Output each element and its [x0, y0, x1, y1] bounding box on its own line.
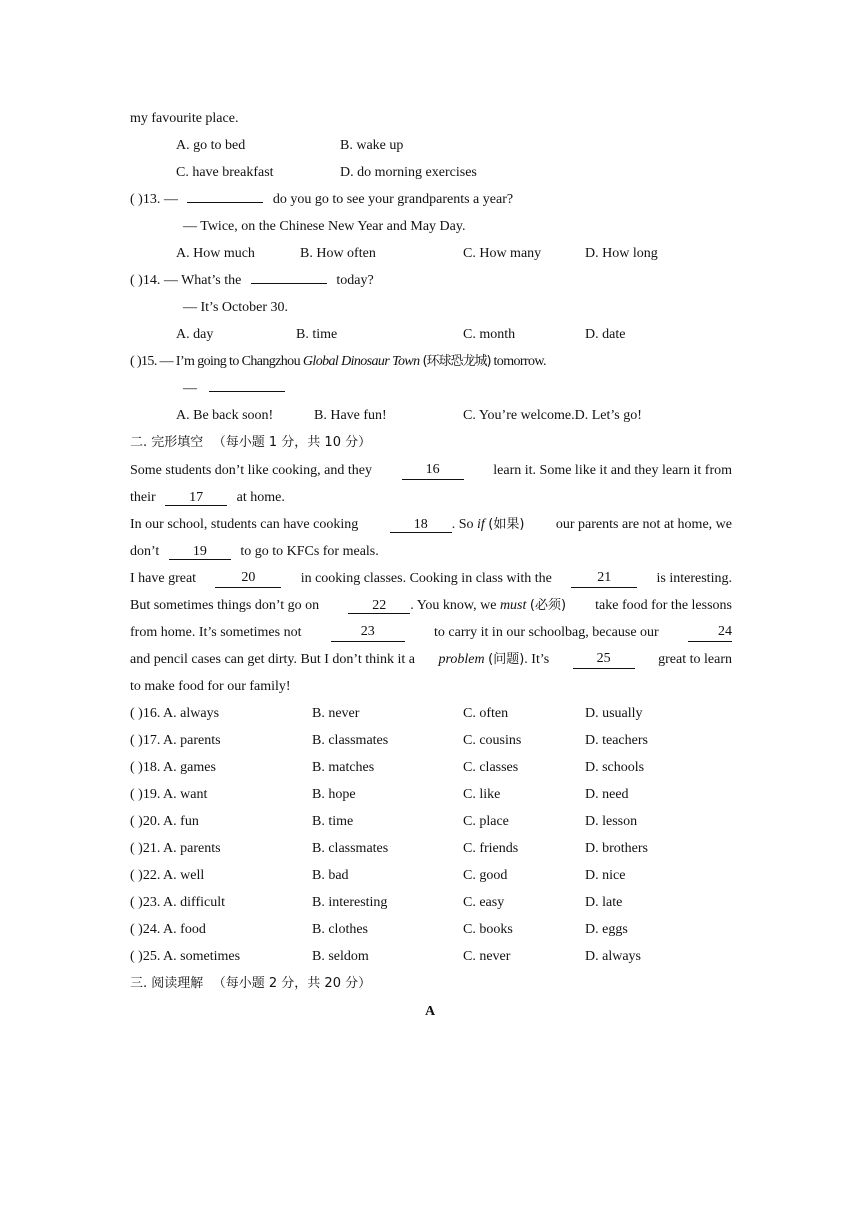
q14-option-a: A. day: [176, 327, 214, 342]
q14-option-b: B. time: [296, 327, 338, 342]
choice-option-b: B. hope: [312, 787, 356, 802]
choice-option-c: C. cousins: [463, 733, 522, 748]
choice-option-b: B. seldom: [312, 949, 369, 964]
q13-option-d: D. How long: [585, 246, 658, 261]
passage-text: In our school, students can have cooking: [130, 517, 359, 532]
q12-option-c: C. have breakfast: [176, 165, 274, 180]
passage-text: to go to KFCs for meals.: [240, 544, 379, 559]
passage-line-1: [130, 462, 732, 480]
q13-answer-blank: [187, 202, 263, 203]
passage-line-5: [130, 570, 732, 588]
q13-number: ( )13. —: [130, 192, 178, 207]
q15-option-b: B. Have fun!: [314, 408, 387, 423]
choice-number-option-a: ( )20. A. fun: [130, 814, 199, 829]
q15-option-c: C. You’re welcome.D. Let’s go!: [463, 408, 642, 423]
section-3-heading: [130, 975, 371, 993]
q13-question-text: do you go to see your grandparents a year?: [272, 192, 514, 207]
choice-option-d: D. brothers: [585, 841, 648, 856]
choice-number-option-a: ( )24. A. food: [130, 922, 206, 937]
choice-option-b: B. interesting: [312, 895, 388, 910]
q12-option-a: A. go to bed: [176, 138, 246, 153]
choice-option-d: D. always: [585, 949, 641, 964]
blank-23: 23: [331, 624, 405, 642]
q14-option-d: D. date: [585, 327, 626, 342]
blank-25: 25: [573, 651, 635, 669]
passage-line-6: [130, 597, 732, 615]
blank-18: 18: [390, 517, 452, 533]
choice-option-d: D. eggs: [585, 922, 628, 937]
passage-text: from home. It’s sometimes not: [130, 625, 302, 640]
choice-option-b: B. bad: [312, 868, 349, 883]
blank-16: 16: [402, 462, 464, 480]
keyword-must: must: [499, 598, 527, 613]
passage-line-8: [130, 651, 732, 669]
passage-line-9: to make food for our family!: [130, 679, 291, 694]
choice-option-d: D. teachers: [585, 733, 648, 748]
q14-answer-blank: [251, 283, 327, 284]
passage-text: . It’s: [524, 652, 550, 667]
passage-text: But sometimes things don’t go on: [130, 598, 320, 613]
q15-dash: —: [183, 381, 197, 396]
choice-option-d: D. need: [585, 787, 629, 802]
q15-place-chinese: (环球恐龙城): [422, 354, 491, 369]
q13-option-c: C. How many: [463, 246, 542, 261]
choice-option-c: C. never: [463, 949, 511, 964]
choice-option-b: B. matches: [312, 760, 375, 775]
passage-line-7: [130, 624, 732, 642]
passage-text: is interesting.: [656, 571, 732, 586]
q14-stem: [130, 272, 374, 290]
q15-stem: [130, 353, 546, 371]
choice-option-b: B. classmates: [312, 733, 389, 748]
blank-20: 20: [215, 570, 281, 588]
choice-option-b: B. clothes: [312, 922, 368, 937]
passage-text: . You know, we: [410, 598, 497, 613]
section-2-heading: [130, 434, 371, 452]
keyword-problem-chinese: (问题): [488, 652, 525, 667]
choice-option-c: C. like: [463, 787, 501, 802]
reading-passage-a-label: A: [424, 1004, 436, 1019]
q15-number: ( )15. — I’m going to Changzhou: [130, 354, 300, 369]
choice-number-option-a: ( )22. A. well: [130, 868, 205, 883]
q15-answer-blank: [209, 391, 285, 392]
keyword-must-chinese: (必须): [529, 598, 567, 613]
q12-option-d: D. do morning exercises: [340, 165, 477, 180]
passage-text: great to learn: [658, 652, 732, 667]
choice-number-option-a: ( )23. A. difficult: [130, 895, 226, 910]
choice-option-c: C. good: [463, 868, 508, 883]
blank-19: 19: [169, 544, 231, 560]
q15-place-name: Global Dinosaur Town: [302, 354, 420, 369]
q13-option-b: B. How often: [300, 246, 376, 261]
keyword-if-chinese: (如果): [488, 517, 525, 532]
choice-option-b: B. never: [312, 706, 360, 721]
q14-number: ( )14. — What’s the: [130, 273, 242, 288]
choice-number-option-a: ( )18. A. games: [130, 760, 216, 775]
choice-option-d: D. nice: [585, 868, 626, 883]
choice-option-d: D. lesson: [585, 814, 638, 829]
q15-question-text: tomorrow.: [493, 354, 546, 369]
choice-number-option-a: ( )21. A. parents: [130, 841, 221, 856]
choice-option-b: B. time: [312, 814, 354, 829]
q15-response: [183, 380, 285, 398]
passage-text: learn it. Some like it and they learn it from: [493, 463, 732, 478]
passage-text: . So: [451, 517, 474, 532]
section-2-title: 二. 完形填空: [130, 435, 204, 450]
blank-21: 21: [571, 570, 637, 588]
section-3-score-note: （每小题 2 分，共 20 分）: [212, 976, 372, 991]
q12-option-b: B. wake up: [340, 138, 404, 153]
blank-17: 17: [165, 490, 227, 506]
passage-text: Some students don’t like cooking, and they: [130, 463, 372, 478]
choice-option-d: D. schools: [585, 760, 645, 775]
choice-number-option-a: ( )16. A. always: [130, 706, 220, 721]
keyword-problem: problem: [438, 652, 485, 667]
choice-number-option-a: ( )19. A. want: [130, 787, 208, 802]
q13-option-a: A. How much: [176, 246, 255, 261]
choice-option-d: D. usually: [585, 706, 643, 721]
q15-option-a: A. Be back soon!: [176, 408, 274, 423]
passage-text: and pencil cases can get dirty. But I don’t think it a: [130, 652, 415, 667]
keyword-if: if: [476, 517, 485, 532]
passage-text: to carry it in our schoolbag, because our: [434, 625, 659, 640]
choice-option-c: C. easy: [463, 895, 505, 910]
q13-response: — Twice, on the Chinese New Year and May Day.: [183, 219, 466, 234]
choice-option-c: C. classes: [463, 760, 519, 775]
choice-option-c: C. friends: [463, 841, 519, 856]
q12-stem-tail: my favourite place.: [130, 111, 239, 126]
passage-text: in cooking classes. Cooking in class with the: [300, 571, 552, 586]
section-2-score-note: （每小题 1 分，共 10 分）: [212, 435, 372, 450]
passage-text: our parents are not at home, we: [555, 517, 732, 532]
choice-option-c: C. place: [463, 814, 509, 829]
passage-text: don’t: [130, 544, 160, 559]
choice-option-c: C. books: [463, 922, 513, 937]
q14-option-c: C. month: [463, 327, 516, 342]
q13-stem: [130, 191, 513, 209]
passage-line-3: [130, 516, 732, 534]
section-3-title: 三. 阅读理解: [130, 976, 204, 991]
choice-number-option-a: ( )17. A. parents: [130, 733, 221, 748]
choice-option-b: B. classmates: [312, 841, 389, 856]
passage-line-4: [130, 543, 379, 561]
passage-text: take food for the lessons: [595, 598, 732, 613]
q14-question-text: today?: [336, 273, 374, 288]
passage-text: their: [130, 490, 156, 505]
passage-line-2: [130, 489, 285, 507]
q14-response: — It’s October 30.: [183, 300, 288, 315]
blank-24: 24: [688, 624, 732, 642]
passage-text: I have great: [130, 571, 197, 586]
blank-22: 22: [348, 598, 410, 614]
passage-text: at home.: [236, 490, 285, 505]
choice-number-option-a: ( )25. A. sometimes: [130, 949, 241, 964]
choice-option-d: D. late: [585, 895, 623, 910]
choice-option-c: C. often: [463, 706, 509, 721]
